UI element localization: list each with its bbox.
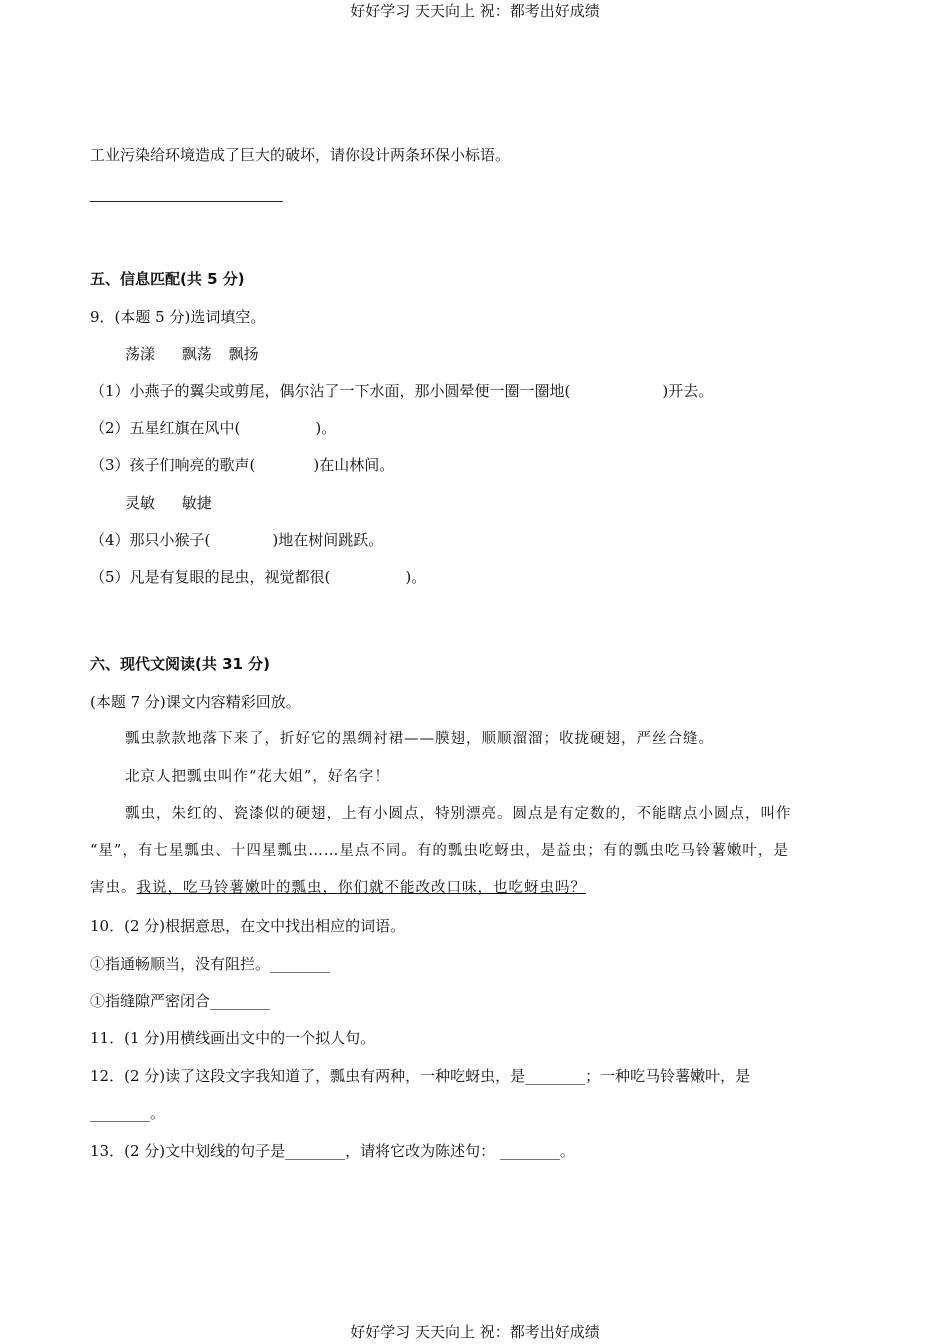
fill-item-text: )。 bbox=[405, 568, 427, 586]
fill-item-3 bbox=[90, 455, 860, 475]
fill-item-text: （2）五星红旗在风中( bbox=[90, 419, 241, 437]
fill-item-text: （3）孩子们响亮的歌声( bbox=[90, 456, 256, 474]
page-footer: 好好学习 天天向上 祝：都考出好成绩 bbox=[350, 1323, 600, 1341]
fill-item-1 bbox=[90, 381, 860, 401]
word-choice: 飘扬 bbox=[228, 345, 259, 363]
answer-line bbox=[90, 201, 283, 202]
fill-item-4 bbox=[90, 530, 860, 550]
question-13: 13．(2 分)文中划线的句子是________，请将它改为陈述句： ________。 bbox=[90, 1142, 575, 1160]
word-choice: 灵敏 bbox=[125, 494, 156, 512]
word-choice: 敏捷 bbox=[181, 494, 212, 512]
word-choices-1 bbox=[125, 344, 860, 364]
passage-paragraph-2: 北京人把瓢虫叫作“花大姐”，好名字！ bbox=[125, 769, 390, 785]
passage-text: 害虫。 bbox=[90, 880, 137, 896]
pollution-question: 工业污染给环境造成了巨大的破坏，请你设计两条环保小标语。 bbox=[90, 146, 511, 164]
page-header: 好好学习 天天向上 祝：都考出好成绩 bbox=[350, 2, 600, 20]
word-choice: 飘荡 bbox=[181, 345, 212, 363]
fill-item-text: （5）凡是有复眼的昆虫，视觉都很( bbox=[90, 568, 331, 586]
reading-intro: (本题 7 分)课文内容精彩回放。 bbox=[90, 693, 301, 711]
question-10-a: ①指通畅顺当，没有阻拦。________ bbox=[90, 955, 331, 973]
question-12-line-2: ________。 bbox=[90, 1104, 166, 1122]
question-10: 10．(2 分)根据意思，在文中找出相应的词语。 bbox=[90, 917, 406, 935]
section-5-title: 五、信息匹配(共 5 分) bbox=[90, 270, 245, 288]
fill-item-text: )在山林间。 bbox=[313, 456, 395, 474]
section-6-title: 六、现代文阅读(共 31 分) bbox=[90, 655, 271, 673]
fill-item-text: （4）那只小猴子( bbox=[90, 531, 211, 549]
fill-item-5 bbox=[90, 567, 860, 587]
fill-item-text: )地在树间跳跃。 bbox=[272, 531, 384, 549]
question-12-line-1: 12．(2 分)读了这段文字我知道了，瓢虫有两种，一种吃蚜虫，是________；一种吃马铃薯嫩叶，是 bbox=[90, 1067, 751, 1085]
question-9: 9．(本题 5 分)选词填空。 bbox=[90, 308, 266, 326]
passage-paragraph-1: 瓢虫款款地落下来了，折好它的黑绸衬裙——膜翅，顺顺溜溜；收拢硬翅，严丝合缝。 bbox=[125, 731, 714, 747]
fill-item-text: )。 bbox=[315, 419, 337, 437]
underlined-sentence: 我说，吃马铃薯嫩叶的瓢虫，你们就不能改改口味，也吃蚜虫吗？ bbox=[136, 880, 586, 896]
word-choices-2 bbox=[125, 493, 860, 513]
word-choice: 荡漾 bbox=[125, 345, 156, 363]
fill-item-text: （1）小燕子的翼尖或剪尾，偶尔沾了一下水面，那小圆晕便一圈一圈地( bbox=[90, 382, 571, 400]
question-10-b: ①指缝隙严密闭合________ bbox=[90, 992, 271, 1010]
passage-paragraph-3-line-2: “星”，有七星瓢虫、十四星瓢虫……星点不同。有的瓢虫吃蚜虫，是益虫；有的瓢虫吃马铃薯嫩叶，是 bbox=[90, 843, 789, 859]
fill-item-text: )开去。 bbox=[662, 382, 714, 400]
passage-paragraph-3-line-1: 瓢虫，朱红的、瓷漆似的硬翅，上有小圆点，特别漂亮。圆点是有定数的，不能瞎点小圆点，叫作 bbox=[125, 806, 792, 822]
question-11: 11．(1 分)用横线画出文中的一个拟人句。 bbox=[90, 1029, 376, 1047]
passage-paragraph-3-line-3 bbox=[90, 878, 860, 898]
fill-item-2 bbox=[90, 418, 860, 438]
